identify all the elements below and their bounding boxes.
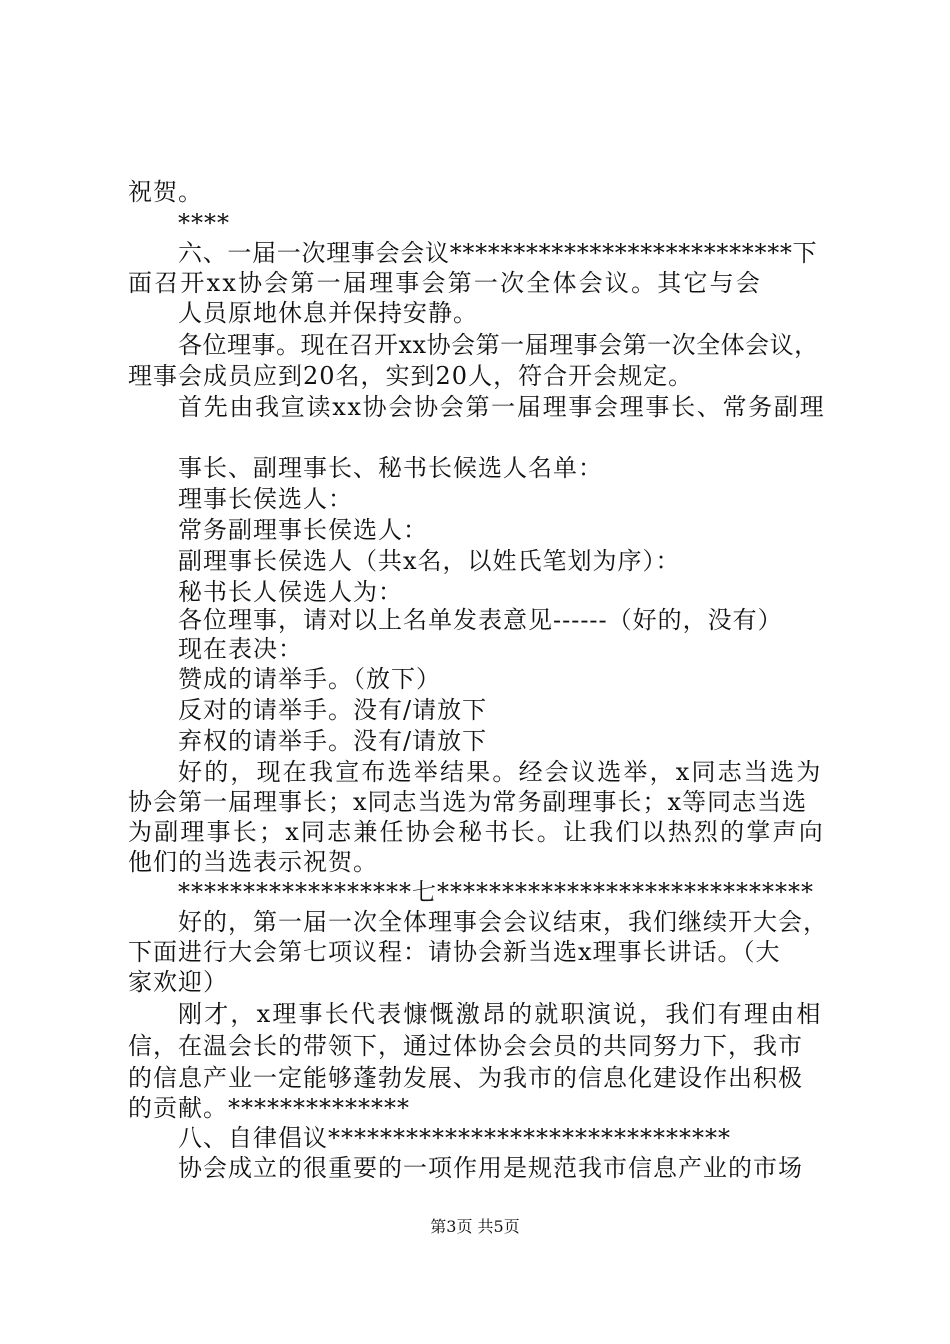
body-line: 下面进行大会第七项议程：请协会新当选x理事长讲话。（大 — [128, 938, 781, 966]
section-heading: ******************七***************************** — [178, 878, 814, 906]
separator-line: **** — [178, 209, 230, 237]
body-line: 他们的当选表示祝贺。 — [128, 848, 378, 876]
body-line: 协会第一届理事长；x同志当选为常务副理事长；x等同志当选 — [128, 788, 808, 816]
body-line: 刚才，x理事长代表慷慨激昂的就职演说，我们有理由相 — [178, 1000, 823, 1028]
candidate-item: 常务副理事长侯选人： — [178, 516, 428, 544]
body-line: 信，在温会长的带领下，通过体协会会员的共同努力下，我市 — [128, 1032, 803, 1060]
body-line: 的信息产业一定能够蓬勃发展、为我市的信息化建设作出积极 — [128, 1064, 803, 1092]
body-line: 面召开xx协会第一届理事会第一次全体会议。其它与会 — [128, 269, 763, 297]
candidate-item: 秘书长人侯选人为： — [178, 578, 403, 606]
page-number: 第3页 共5页 — [430, 1217, 520, 1236]
body-line: 好的，第一届一次全体理事会会议结束，我们继续开大会， — [178, 908, 828, 936]
candidate-item: 理事长侯选人： — [178, 485, 353, 513]
body-line: 祝贺。 — [128, 178, 203, 206]
section-heading: 六、一届一次理事会会议***************************下 — [178, 239, 818, 267]
candidate-item: 副理事长侯选人（共x名，以姓氏笔划为序）： — [178, 547, 681, 575]
body-line: 为副理事长；x同志兼任协会秘书长。让我们以热烈的掌声向 — [128, 818, 825, 846]
body-line: 各位理事，请对以上名单发表意见------（好的，没有） — [178, 606, 783, 634]
body-line: 的贡献。************** — [128, 1094, 410, 1122]
body-line: 现在表决： — [178, 635, 303, 663]
body-line: 事长、副理事长、秘书长候选人名单： — [178, 454, 603, 482]
vote-item: 弃权的请举手。没有/请放下 — [178, 727, 488, 755]
body-line: 各位理事。现在召开xx协会第一届理事会第一次全体会议， — [178, 331, 819, 359]
section-heading: 八、自律倡议******************************* — [178, 1124, 731, 1152]
body-line: 人员原地休息并保持安静。 — [178, 299, 478, 327]
body-line: 好的，现在我宣布选举结果。经会议选举，x同志当选为 — [178, 758, 823, 786]
body-line: 协会成立的很重要的一项作用是规范我市信息产业的市场 — [178, 1154, 803, 1182]
body-line: 理事会成员应到20名，实到20人，符合开会规定。 — [128, 362, 694, 390]
body-line: 家欢迎） — [128, 968, 228, 996]
vote-item: 反对的请举手。没有/请放下 — [178, 696, 488, 724]
body-line: 首先由我宣读xx协会协会第一届理事会理事长、常务副理 — [178, 393, 826, 421]
vote-item: 赞成的请举手。（放下） — [178, 665, 441, 693]
